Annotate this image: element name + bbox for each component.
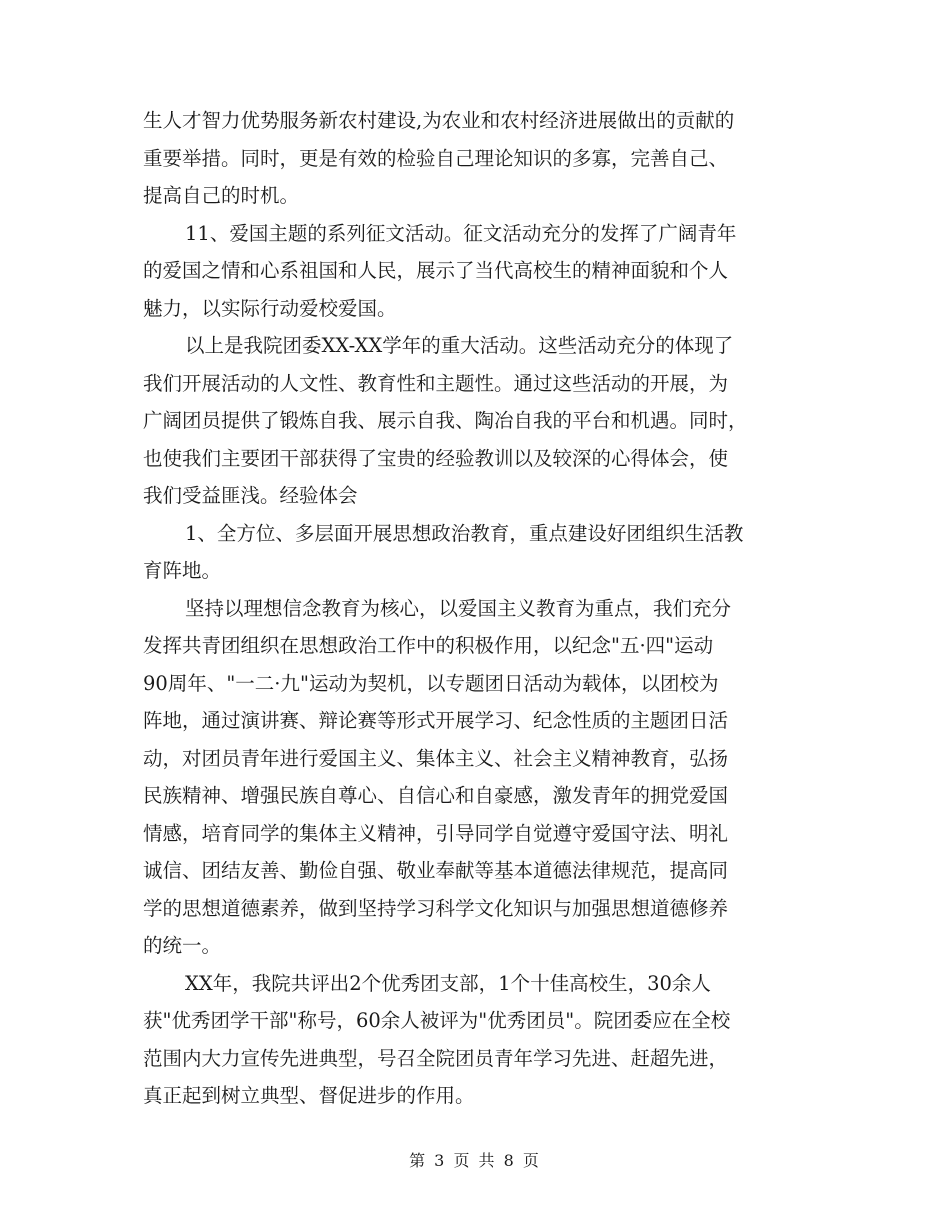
text-line: 11、爱国主题的系列征文活动。征文活动充分的发挥了广阔青年 <box>185 221 737 245</box>
text-line: 90周年、"一二·九"运动为契机，以专题团日活动为载体，以团校为 <box>143 671 719 695</box>
text-line: 我们开展活动的人文性、教育性和主题性。通过这些活动的开展，为 <box>143 371 729 395</box>
text-line: 育阵地。 <box>143 559 222 582</box>
text-line: 动，对团员青年进行爱国主义、集体主义、社会主义精神教育，弘扬 <box>143 746 729 770</box>
text-line: 1、全方位、多层面开展思想政治教育，重点建设好团组织生活教 <box>185 521 744 545</box>
text-line: 魅力，以实际行动爱校爱国。 <box>143 296 397 320</box>
text-line: 真正起到树立典型、督促进步的作用。 <box>143 1084 475 1107</box>
paragraph-5 <box>143 590 811 965</box>
text-line: 广阔团员提供了锻炼自我、展示自我、陶冶自我的平台和机遇。同时， <box>143 409 748 432</box>
text-line: 民族精神、增强民族自尊心、自信心和自豪感，激发青年的拥党爱国 <box>143 784 729 807</box>
text-line: 以上是我院团委XX-XX学年的重大活动。这些活动充分的体现了 <box>185 334 734 357</box>
text-line: 诚信、团结友善、勤俭自强、敬业奉献等基本道德法律规范，提高同 <box>143 859 729 882</box>
text-line: 的统一。 <box>143 934 222 957</box>
document-body <box>143 102 811 1115</box>
text-line: 重要举措。同时，更是有效的检验自己理论知识的多寡，完善自己、 <box>143 146 729 170</box>
text-line: 范围内大力宣传先进典型，号召全院团员青年学习先进、赶超先进， <box>143 1046 729 1070</box>
text-line: 学的思想道德素养，做到坚持学习科学文化知识与加强思想道德修养 <box>143 896 729 920</box>
paragraph-6 <box>143 965 811 1115</box>
paragraph-2 <box>143 215 811 328</box>
paragraph-1 <box>143 102 811 215</box>
text-line: 提高自己的时机。 <box>143 184 300 207</box>
text-line: 获"优秀团学干部"称号，60余人被评为"优秀团员"。院团委应在全校 <box>143 1009 731 1032</box>
text-line: XX年，我院共评出2个优秀团支部，1个十佳高校生，30余人 <box>185 971 711 995</box>
paragraph-4 <box>143 515 811 590</box>
paragraph-3 <box>143 327 811 515</box>
text-line: 也使我们主要团干部获得了宝贵的经验教训以及较深的心得体会，使 <box>143 446 729 470</box>
text-line: 的爱国之情和心系祖国和人民，展示了当代高校生的精神面貌和个人 <box>143 259 729 282</box>
text-line: 坚持以理想信念教育为核心，以爱国主义教育为重点，我们充分 <box>185 596 732 620</box>
text-line: 我们受益匪浅。经验体会 <box>143 484 358 507</box>
text-line: 情感，培育同学的集体主义精神，引导同学自觉遵守爱国守法、明礼 <box>143 821 729 845</box>
text-line: 生人才智力优势服务新农村建设,为农业和农村经济进展做出的贡献的 <box>143 109 735 132</box>
page-number-footer: 第 3 页 共 8 页 <box>409 1151 541 1170</box>
text-line: 阵地，通过演讲赛、辩论赛等形式开展学习、纪念性质的主题团日活 <box>143 709 729 732</box>
text-line: 发挥共青团组织在思想政治工作中的积极作用，以纪念"五·四"运动 <box>143 634 714 657</box>
